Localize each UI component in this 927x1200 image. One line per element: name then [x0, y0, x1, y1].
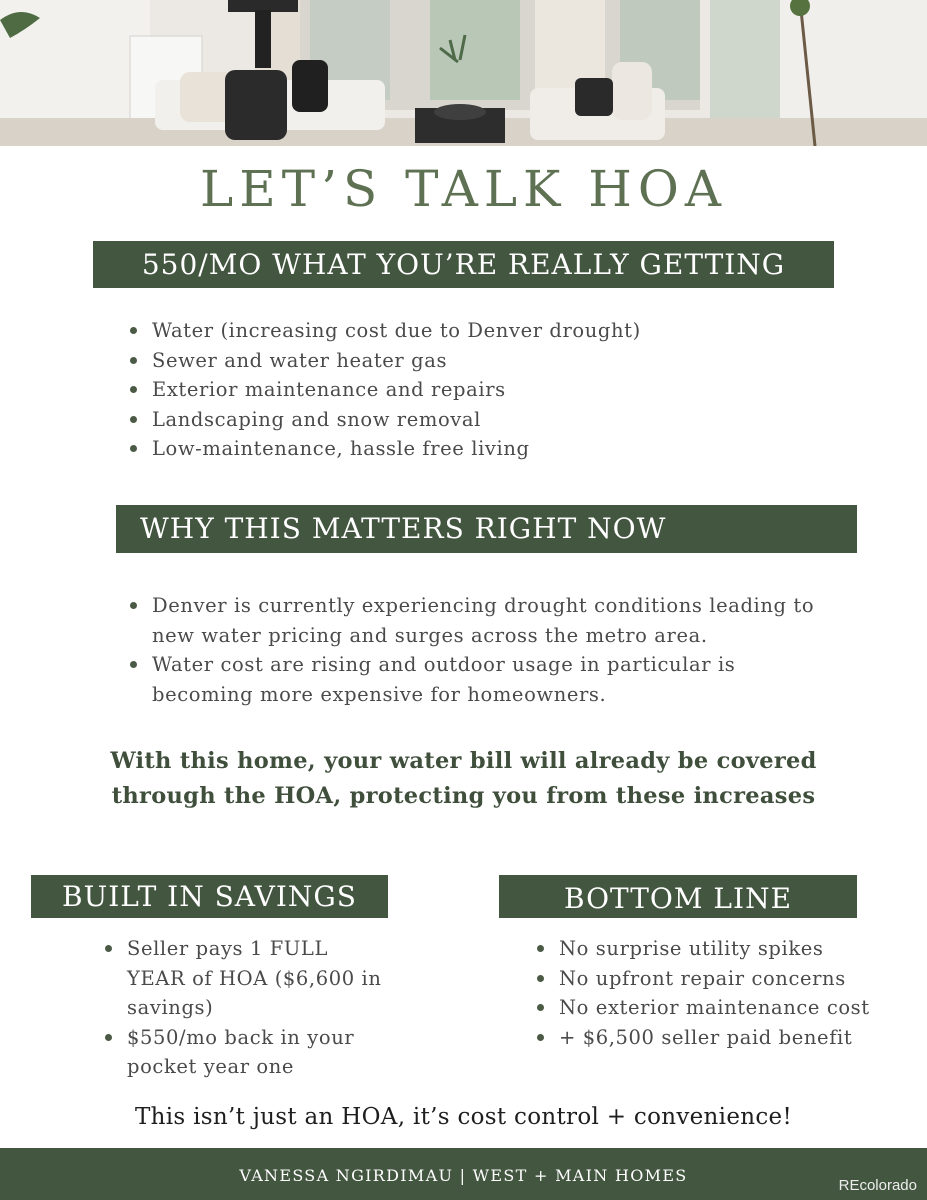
- section-heading-label: BOTTOM LINE: [563, 882, 793, 915]
- list-item: $550/mo back in your pocket year one: [103, 1023, 393, 1082]
- list-item: No upfront repair concerns: [535, 964, 875, 994]
- section-heading-bottom-line: [499, 875, 857, 918]
- list-item: Low-maintenance, hassle free living: [128, 434, 768, 464]
- list-item: Seller pays 1 FULL YEAR of HOA ($6,600 in savings): [103, 934, 393, 1023]
- hero-photo: [0, 0, 927, 146]
- list-item: Landscaping and snow removal: [128, 405, 768, 435]
- footer-agent-name: VANESSA NGIRDIMAU | WEST + MAIN HOMES: [239, 1166, 688, 1185]
- section-heading-label: 550/MO WHAT YOU’RE REALLY GETTING: [141, 248, 786, 281]
- savings-list: [103, 934, 393, 1082]
- list-item: No surprise utility spikes: [535, 934, 875, 964]
- section-heading-label: BUILT IN SAVINGS: [62, 880, 357, 913]
- section-heading-hoa-includes: [93, 241, 834, 288]
- hoa-includes-list: [128, 316, 768, 464]
- list-item: + $6,500 seller paid benefit: [535, 1023, 875, 1053]
- section-heading-built-in-savings: [31, 875, 388, 918]
- list-item: Sewer and water heater gas: [128, 346, 768, 376]
- callout-text: With this home, your water bill will already be covered through the HOA, protecting you from these increases: [110, 748, 817, 809]
- footer-bar: [0, 1148, 927, 1200]
- watermark: REcolorado: [838, 1177, 917, 1194]
- page-title: LET’S TALK HOA: [200, 160, 727, 218]
- bottom-line-list: [535, 934, 875, 1052]
- list-item: Water cost are rising and outdoor usage in particular is becoming more expensive for homeowners.: [128, 650, 828, 709]
- list-item: Exterior maintenance and repairs: [128, 375, 768, 405]
- list-item: Denver is currently experiencing drought conditions leading to new water pricing and surges across the metro area.: [128, 591, 828, 650]
- why-now-list: [128, 591, 828, 709]
- section-heading-why-now: [116, 505, 857, 553]
- section-heading-label: WHY THIS MATTERS RIGHT NOW: [140, 512, 667, 545]
- closing-statement: This isn’t just an HOA, it’s cost control + convenience!: [134, 1104, 792, 1130]
- list-item: Water (increasing cost due to Denver drought): [128, 316, 768, 346]
- list-item: No exterior maintenance cost: [535, 993, 875, 1023]
